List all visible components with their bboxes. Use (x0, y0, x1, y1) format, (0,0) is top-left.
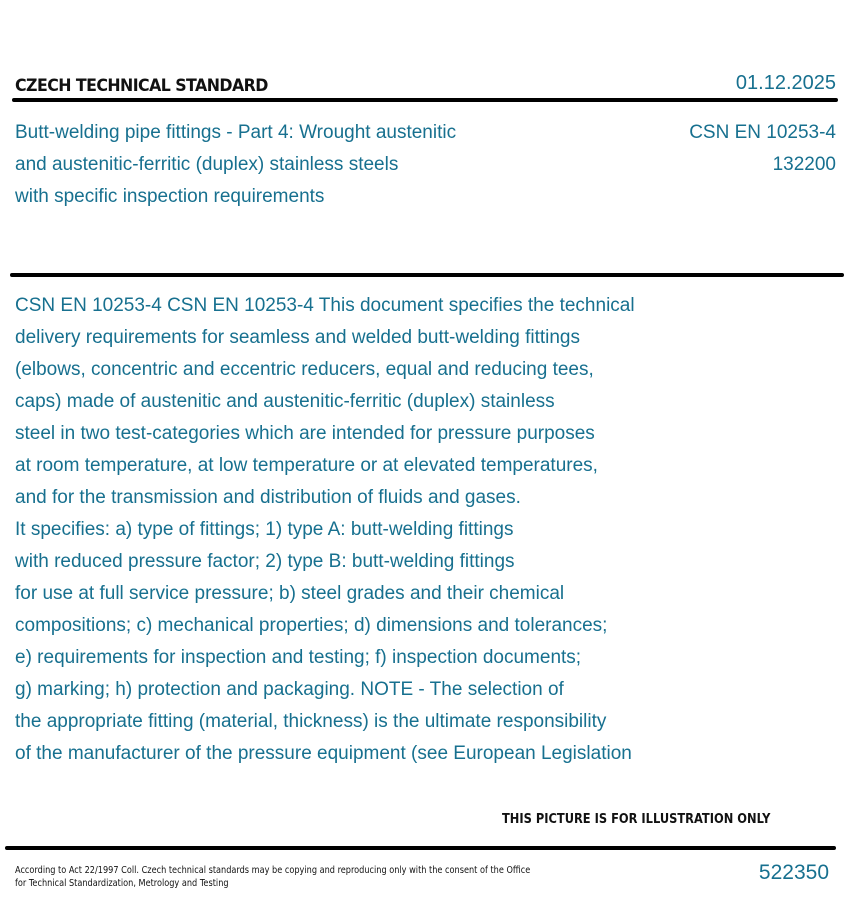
abstract-line: e) requirements for inspection and testing; f) inspection documents; (15, 647, 582, 668)
issue-date: 01.12.2025 (735, 72, 836, 94)
title-divider (10, 273, 844, 277)
abstract-line: delivery requirements for seamless and welded butt-welding fittings (15, 327, 580, 348)
abstract-line: for use at full service pressure; b) steel grades and their chemical (15, 583, 565, 604)
abstract-line: compositions; c) mechanical properties; d) dimensions and tolerances; (15, 615, 608, 636)
document-title (15, 117, 456, 213)
title-line: with specific inspection requirements (15, 186, 325, 207)
document-abstract (15, 290, 635, 770)
abstract-line: steel in two test-categories which are intended for pressure purposes (15, 423, 595, 444)
legal-notice (15, 864, 530, 890)
standard-codes (689, 117, 836, 181)
abstract-line: the appropriate fitting (material, thickness) is the ultimate responsibility (15, 711, 607, 732)
illustration-note: THIS PICTURE IS FOR ILLUSTRATION ONLY (502, 812, 771, 827)
legal-line: for Technical Standardization, Metrology and Testing (15, 878, 229, 889)
abstract-line: caps) made of austenitic and austenitic-ferritic (duplex) stainless (15, 391, 555, 412)
header-divider (12, 98, 838, 102)
standard-type-label: CZECH TECHNICAL STANDARD (15, 76, 268, 96)
abstract-line: (elbows, concentric and eccentric reducers, equal and reducing tees, (15, 359, 594, 380)
classification-number: 132200 (772, 154, 836, 175)
legal-line: According to Act 22/1997 Coll. Czech technical standards may be copying and reproducing only with the consent of the Office (15, 865, 531, 876)
abstract-line: with reduced pressure factor; 2) type B: butt-welding fittings (15, 551, 515, 572)
standard-number: CSN EN 10253-4 (689, 122, 836, 143)
abstract-line: of the manufacturer of the pressure equipment (see European Legislation (15, 743, 632, 764)
title-line: Butt-welding pipe fittings - Part 4: Wrought austenitic (15, 122, 457, 143)
abstract-line: at room temperature, at low temperature or at elevated temperatures, (15, 455, 598, 476)
abstract-line: and for the transmission and distribution of fluids and gases. (15, 487, 521, 508)
abstract-line: CSN EN 10253-4 CSN EN 10253-4 This document specifies the technical (15, 295, 635, 316)
document-number: 522350 (758, 861, 829, 884)
abstract-line: It specifies: a) type of fittings; 1) type A: butt-welding fittings (15, 519, 514, 540)
title-line: and austenitic-ferritic (duplex) stainless steels (15, 154, 399, 175)
footer-divider (5, 846, 836, 850)
abstract-line: g) marking; h) protection and packaging. NOTE - The selection of (15, 679, 564, 700)
